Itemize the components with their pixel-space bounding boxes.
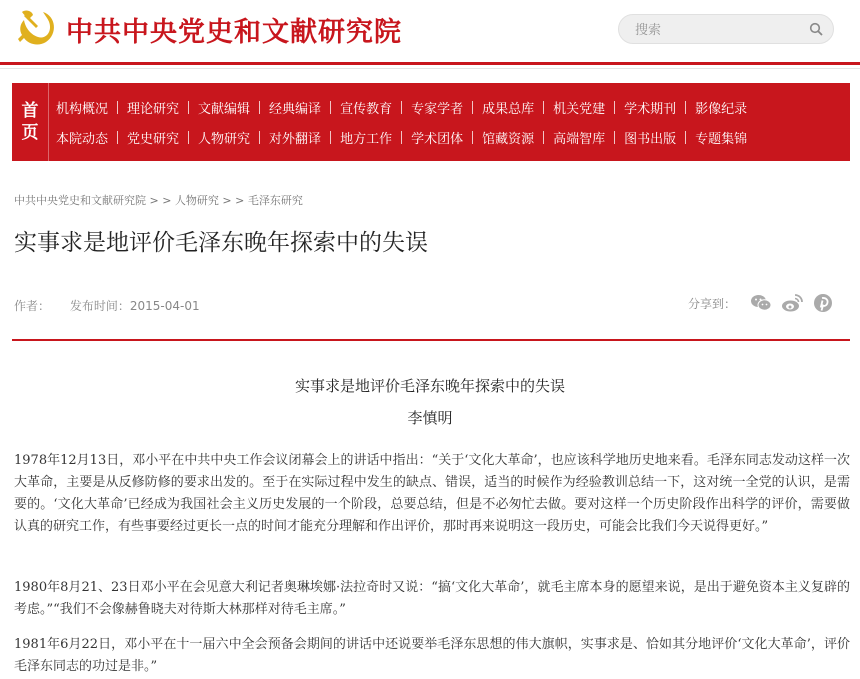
nav-row-2 <box>56 123 747 151</box>
weibo-icon[interactable] <box>781 293 803 313</box>
main-nav <box>12 83 850 161</box>
nav-item-zhiku[interactable]: 高端智库 <box>553 131 606 147</box>
nav-separator <box>330 101 331 114</box>
nav-item-zhuanti[interactable]: 专题集锦 <box>695 131 748 147</box>
nav-separator <box>614 101 615 114</box>
share-bar <box>688 293 843 313</box>
nav-item-renwu[interactable]: 人物研究 <box>198 131 251 147</box>
nav-item-zhuanjia[interactable]: 专家学者 <box>411 101 464 117</box>
publish-date: 发布时间：2015-04-01 <box>69 299 200 313</box>
nav-item-dangjian[interactable]: 机关党建 <box>553 101 606 117</box>
site-header <box>0 0 860 62</box>
header-divider <box>0 62 860 65</box>
article-divider <box>12 339 850 341</box>
nav-separator <box>259 101 260 114</box>
search-icon[interactable] <box>809 22 823 36</box>
article-paragraph: 1978年12月13日，邓小平在中共中央工作会议闭幕会上的讲话中指出：“关于‘文化大革命’，也应该科学地历史地来看。毛泽东同志发动这样一次大革命，主要是从反修防修的要求出发的。至于在实际过程中发生的缺点、错误，适当的时候作为经验教训总结一下，这对统一全党的认识，是需要的。‘文化大革命’已经成为我国社会主义历史发展的一个阶段，总要总结，但是不必匆忙去做。要对这样一个历史阶段作出科学的评价，需要做认真的研究工作，有些事要经过更长一点的时间才能充分理解和作出评价，那时再来说明这一段历史，可能会比我们今天说得更好。” <box>14 453 850 534</box>
article-paragraph: 1980年8月21、23日邓小平在会见意大利记者奥琳埃娜·法拉奇时又说：“搞‘文化大革命’，就毛主席本身的愿望来说，是出于避免资本主义复辟的考虑。”“我们不会像赫鲁晓夫对待斯大林那样对待毛主席。” <box>14 580 850 617</box>
nav-row-1 <box>56 93 747 121</box>
share-label: 分享到： <box>688 296 737 311</box>
party-emblem-icon[interactable] <box>16 6 60 50</box>
search-input[interactable] <box>633 19 797 41</box>
nav-item-difang[interactable]: 地方工作 <box>340 131 393 147</box>
nav-item-yingxiang[interactable]: 影像纪录 <box>695 101 748 117</box>
wechat-icon[interactable] <box>750 293 772 313</box>
nav-item-tuanti[interactable]: 学术团体 <box>411 131 464 147</box>
nav-separator <box>188 101 189 114</box>
article-heading: 实事求是地评价毛泽东晚年探索中的失误 <box>294 377 565 395</box>
nav-separator <box>188 131 189 144</box>
nav-item-wenxian[interactable]: 文献编辑 <box>198 101 251 117</box>
nav-separator <box>330 131 331 144</box>
nav-item-xuanchuan[interactable]: 宣传教育 <box>340 101 393 117</box>
header-divider-thin <box>0 68 860 69</box>
nav-separator <box>472 101 473 114</box>
search-box[interactable] <box>618 14 834 44</box>
nav-item-guancang[interactable]: 馆藏资源 <box>482 131 535 147</box>
page-title: 实事求是地评价毛泽东晚年探索中的失误 <box>14 230 428 256</box>
nav-item-dongtai[interactable]: 本院动态 <box>56 131 109 147</box>
nav-item-jigou[interactable]: 机构概况 <box>56 101 109 117</box>
article-byline: 李慎明 <box>407 409 453 427</box>
author-label: 作者： <box>14 299 51 313</box>
nav-item-chengguo[interactable]: 成果总库 <box>482 101 535 117</box>
nav-item-fanyi[interactable]: 对外翻译 <box>269 131 322 147</box>
nav-item-tushu[interactable]: 图书出版 <box>624 131 677 147</box>
article-meta <box>14 297 216 314</box>
article-paragraph: 1981年6月22日，邓小平在十一届六中全会预备会期间的讲话中还说要举毛泽东思想的伟大旗帜，实事求是、恰如其分地评价‘文化大革命’，评价毛泽东同志的功过是非。” <box>14 637 850 674</box>
nav-home-label-bottom: 页 <box>21 123 39 143</box>
nav-item-lilun[interactable]: 理论研究 <box>127 101 180 117</box>
nav-separator <box>401 131 402 144</box>
nav-home[interactable] <box>12 83 49 161</box>
nav-item-dangshi[interactable]: 党史研究 <box>127 131 180 147</box>
nav-home-label-top: 首 <box>21 101 39 121</box>
nav-separator <box>685 101 686 114</box>
site-name[interactable]: 中共中央党史和文献研究院 <box>66 17 402 48</box>
nav-item-qikan[interactable]: 学术期刊 <box>624 101 677 117</box>
nav-separator <box>543 101 544 114</box>
nav-separator <box>401 101 402 114</box>
nav-separator <box>117 131 118 144</box>
nav-separator <box>543 131 544 144</box>
nav-separator <box>259 131 260 144</box>
nav-separator <box>614 131 615 144</box>
breadcrumb[interactable]: 中共中央党史和文献研究院 > > 人物研究 > > 毛泽东研究 <box>14 194 303 207</box>
nav-separator <box>472 131 473 144</box>
nav-separator <box>117 101 118 114</box>
pinterest-icon[interactable] <box>812 293 834 313</box>
nav-item-jingdian[interactable]: 经典编译 <box>269 101 322 117</box>
nav-separator <box>685 131 686 144</box>
